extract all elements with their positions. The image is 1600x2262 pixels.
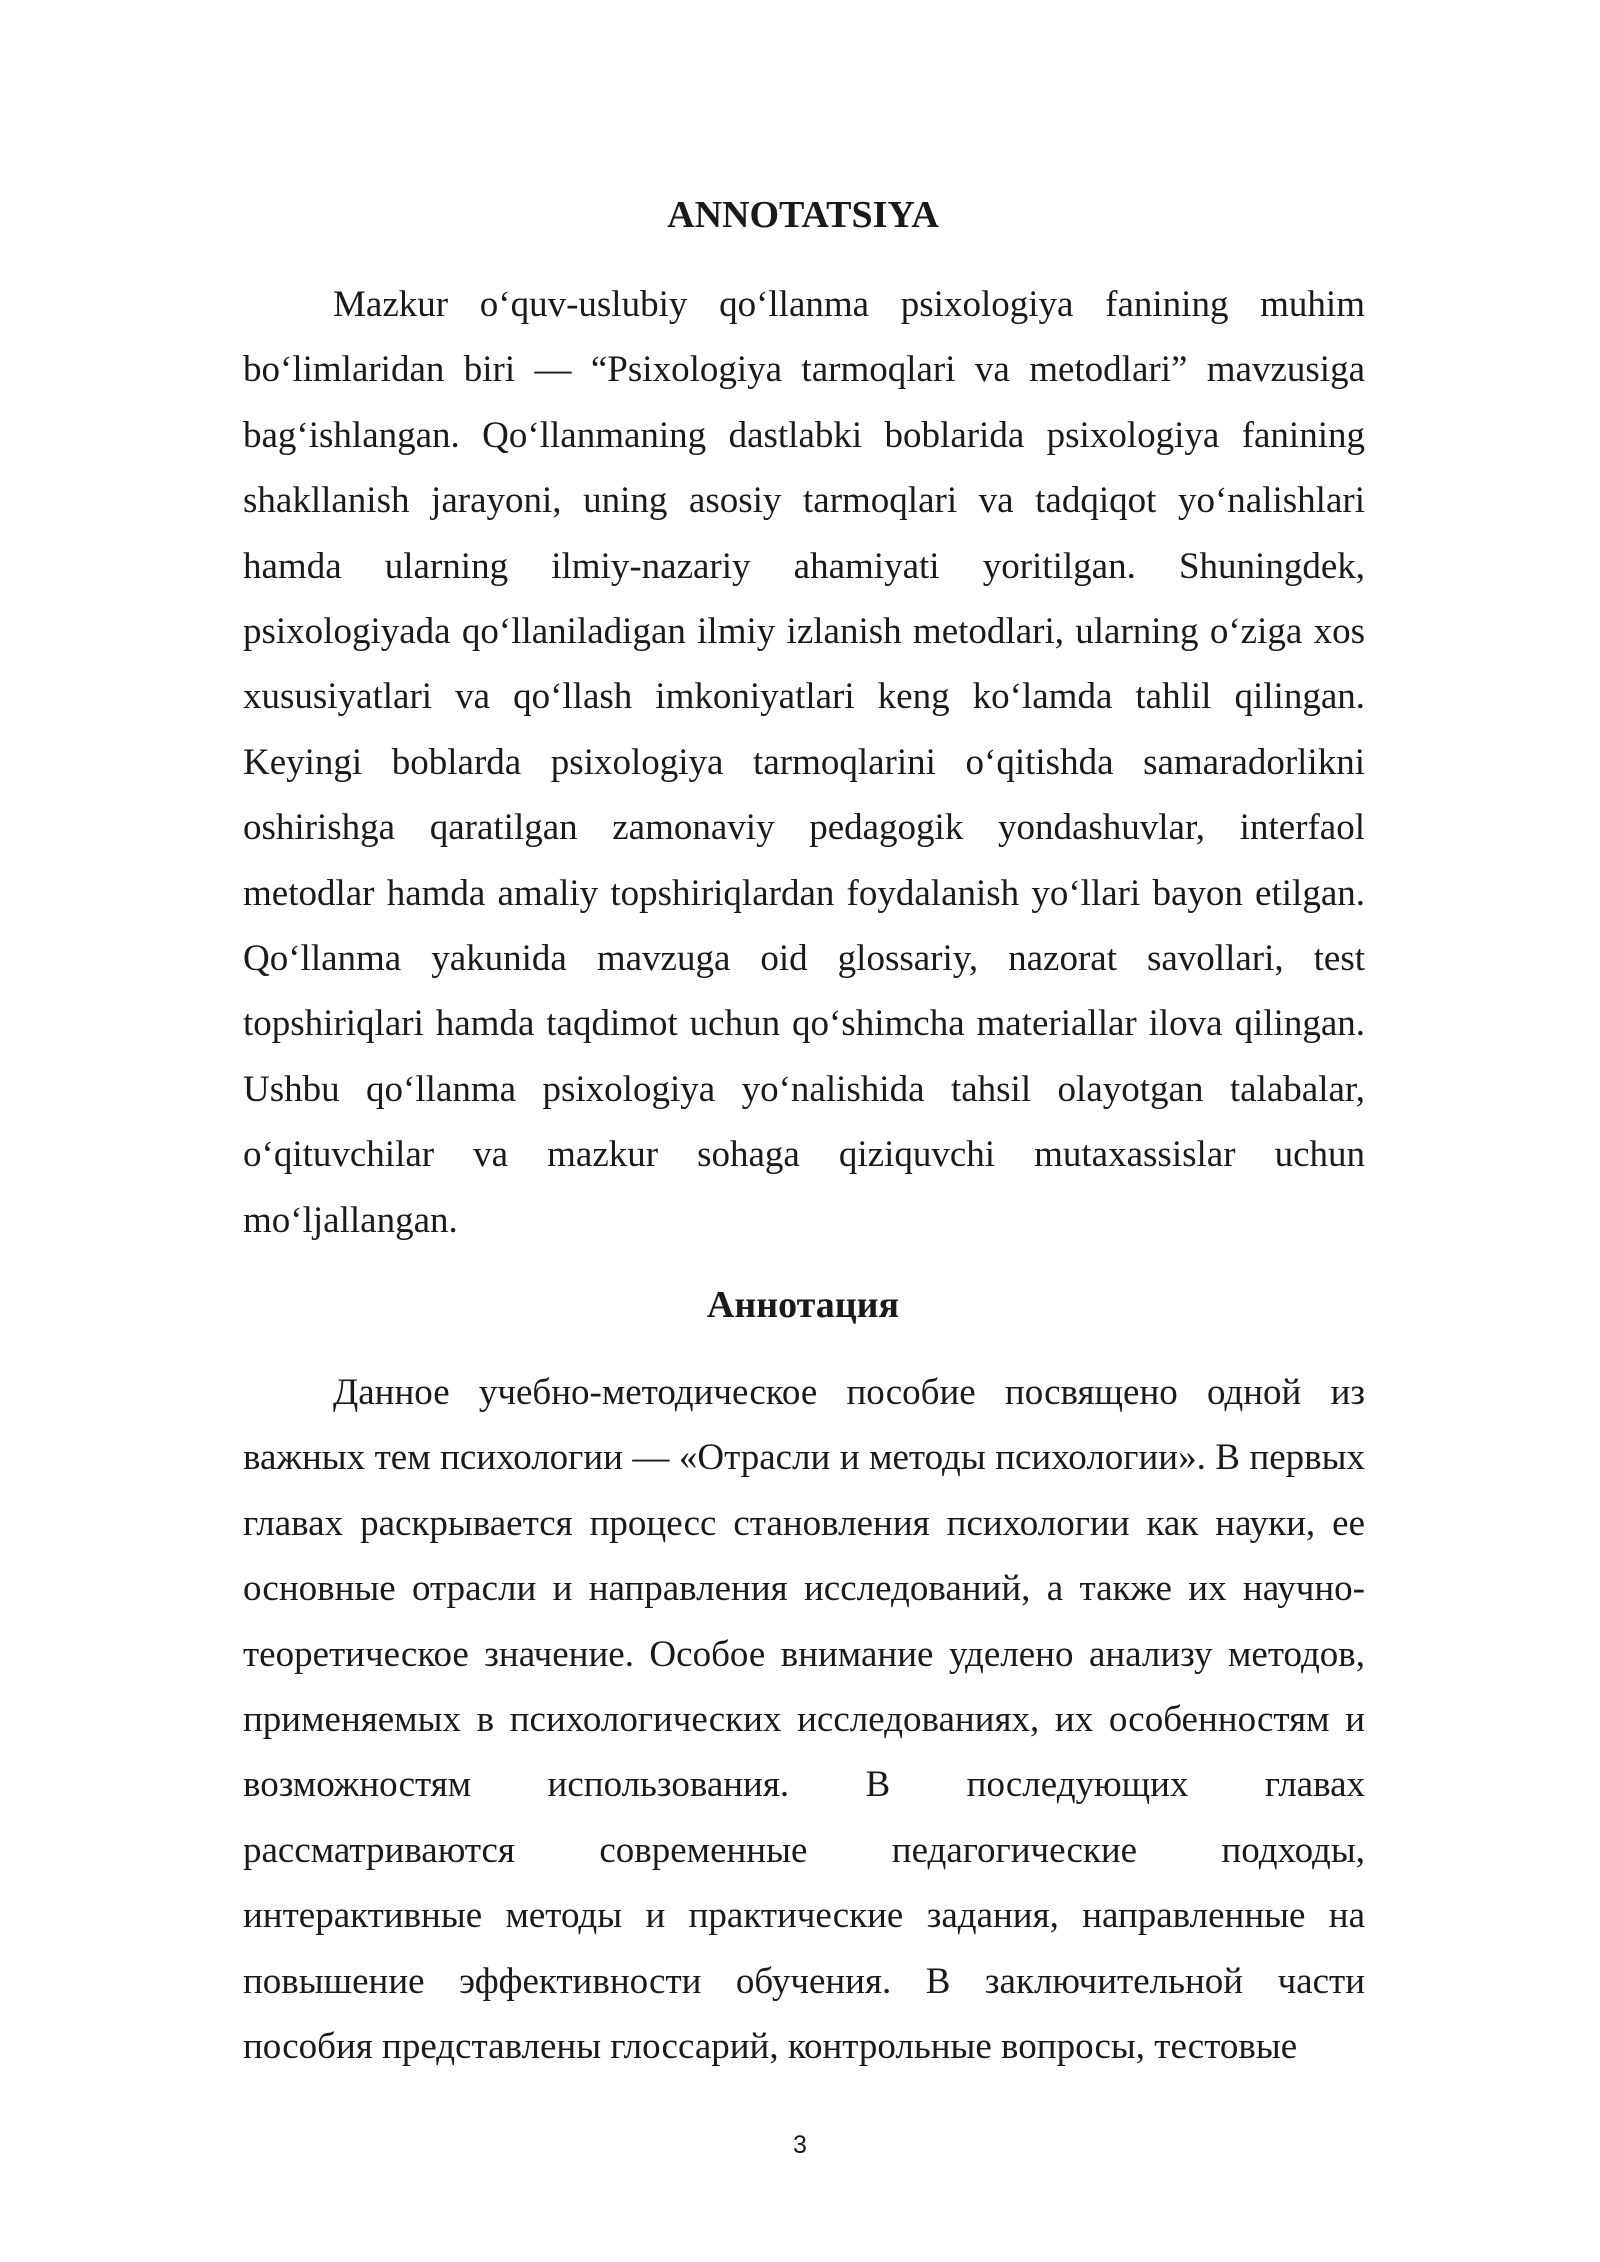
section-title-ru: Аннотация — [706, 1284, 900, 1326]
annotation-paragraph-ru: Данное учебно-методическое пособие посвящено одной из важных тем психологии — «Отрасли и методы психологии». В первых главах раскрывается процесс становления психологии как науки, ее основные отрасли и направления исследований, а также их научно-теоретическое значение. Особое внимание уделено анализу методов, применяемых в психологических исследованиях, их особенностям и возможностям использования. В последующих главах рассматриваются современные педагогические подходы, интерактивные методы и практические задания, направленные на повышение эффективности обучения. В заключительной части пособия представлены глоссарий, контрольные вопросы, тестовые — [243, 1372, 1365, 2068]
page-number: 3 — [793, 2131, 807, 2159]
annotation-paragraph-uz: Mazkur o‘quv-uslubiy qo‘llanma psixologiya fanining muhim bo‘limlaridan biri — “Psixologiya tarmoqlari va metodlari” mavzusiga bag‘ishlangan. Qo‘llanmaning dastlabki boblarida psixologiya fanining shakllanish jarayoni, uning asosiy tarmoqlari va tadqiqot yo‘nalishlari hamda ularning ilmiy-nazariy ahamiyati yoritilgan. Shuningdek, psixologiyada qo‘llaniladigan ilmiy izlanish metodlari, ularning o‘ziga xos xususiyatlari va qo‘llash imkoniyatlari keng ko‘lamda tahlil qilingan. Keyingi boblarda psixologiya tarmoqlarini o‘qitishda samaradorlikni oshirishga qaratilgan zamonaviy pedagogik yondashuvlar, interfaol metodlar hamda amaliy topshiriqlardan foydalanish yo‘llari bayon etilgan. Qo‘llanma yakunida mavzuga oid glossariy, nazorat savollari, test topshiriqlari hamda taqdimot uchun qo‘shimcha materiallar ilova qilingan. Ushbu qo‘llanma psixologiya yo‘nalishida tahsil olayotgan talabalar, o‘qituvchilar va mazkur sohaga qiziquvchi mutaxassislar uchun mo‘ljallangan. — [243, 284, 1365, 1241]
section-title-uz: ANNOTATSIYA — [667, 194, 939, 236]
